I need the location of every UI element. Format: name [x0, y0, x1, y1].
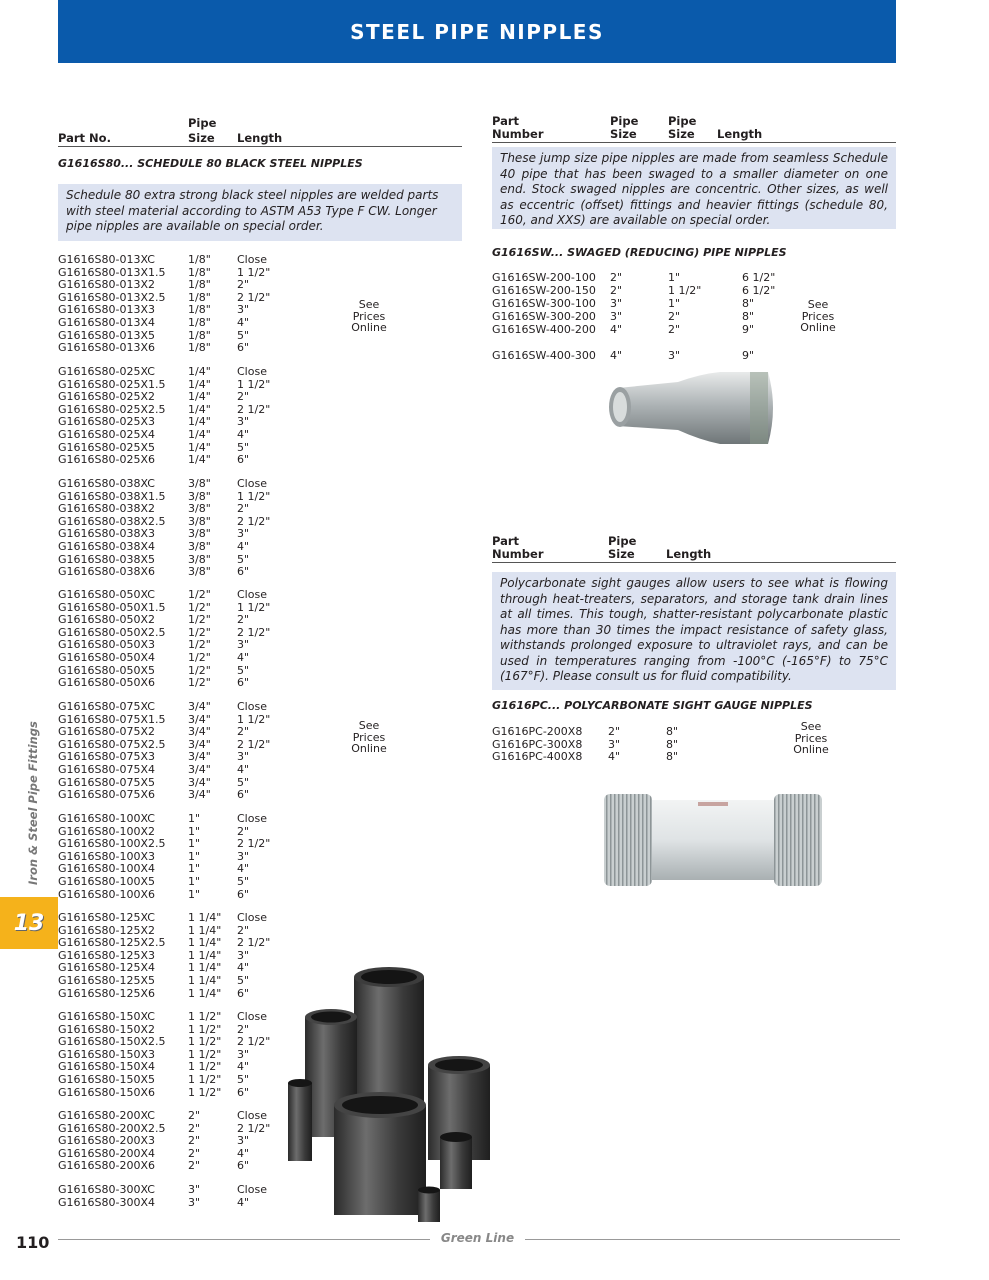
pipe-size: 3/4" [188, 712, 211, 726]
sw-header-size1: Size [610, 127, 637, 141]
pipe-size: 1/2" [188, 663, 211, 677]
length: 5" [237, 1073, 250, 1086]
part-number: G1616S80-200X6 [58, 1159, 155, 1173]
pipe-size: 2" [610, 271, 623, 284]
length: 2 1/2" [237, 1035, 271, 1049]
length: 5" [237, 875, 250, 888]
page-title: STEEL PIPE NIPPLES [350, 19, 604, 44]
length: 2 1/2" [237, 837, 271, 851]
pc-section-title: G1616PC... POLYCARBONATE SIGHT GAUGE NIPPLES [492, 699, 813, 712]
pipe-size: 1/4" [188, 377, 211, 391]
chapter-number: 13 [13, 910, 45, 936]
length: Close [237, 812, 267, 825]
length: 3" [237, 1047, 250, 1061]
pipe-size: 1/4" [188, 365, 211, 378]
part-number: G1616S80-038X2.5 [58, 514, 166, 528]
part-number: G1616S80-025XC [58, 365, 155, 378]
see-prices-line: Prices [352, 730, 386, 744]
length: Close [237, 700, 267, 713]
part-number: G1616S80-075X3 [58, 750, 155, 764]
pipe-size: 2" [188, 1146, 201, 1160]
length: 8" [666, 737, 679, 751]
pipe-size: 3/4" [188, 775, 211, 789]
pipe-size: 1/8" [188, 303, 211, 317]
header-rule [58, 146, 462, 147]
pc-header-length: Length [666, 547, 712, 561]
length: 6" [237, 565, 250, 579]
length: 2 1/2" [237, 290, 271, 304]
pipe-size: 3/8" [188, 514, 211, 528]
part-number: G1616S80-150X6 [58, 1085, 155, 1099]
length: 4" [237, 1060, 250, 1074]
sw-header-length: Length [717, 127, 763, 141]
length: 6 1/2" [742, 284, 776, 297]
pipe-size: 1/2" [188, 625, 211, 639]
pipe-size: 3/4" [188, 725, 211, 739]
length: 2 1/2" [237, 514, 271, 528]
length: 4" [237, 1146, 250, 1160]
pipe-size: 1 1/4" [188, 948, 222, 962]
part-number: G1616S80-013X4 [58, 316, 155, 329]
sw-header-rule [492, 142, 896, 143]
part-number: G1616S80-025X5 [58, 440, 155, 454]
part-number: G1616S80-200X3 [58, 1134, 155, 1148]
part-number: G1616S80-013X6 [58, 341, 155, 355]
part-number: G1616S80-025X4 [58, 428, 155, 441]
length: 4" [237, 651, 250, 664]
part-number: G1616S80-050X3 [58, 638, 155, 652]
part-number: G1616S80-125X6 [58, 986, 155, 1000]
part-number: G1616S80-100X3 [58, 849, 155, 863]
brand-logo: Green Line [430, 1231, 525, 1245]
page-banner [58, 0, 896, 63]
part-number: G1616S80-150X4 [58, 1060, 155, 1074]
length: 8" [742, 297, 755, 310]
part-number: G1616S80-038X4 [58, 540, 155, 553]
length: Close [237, 911, 267, 924]
part-number: G1616S80-125X5 [58, 974, 155, 987]
see-prices-line: Prices [801, 309, 835, 323]
part-number: G1616S80-150XC [58, 1010, 155, 1023]
pipe-size: 1" [188, 812, 201, 825]
pipe-size: 2" [608, 725, 621, 738]
length: 1 1/2" [237, 489, 271, 503]
length: 6" [237, 887, 250, 901]
part-number: G1616S80-125X3 [58, 948, 155, 962]
pipe-size: 1" [188, 862, 201, 876]
length: 6" [237, 788, 250, 802]
part-number: G1616PC-200X8 [492, 725, 583, 738]
pipe-size: 2" [188, 1159, 201, 1173]
pipe-size: 1 1/4" [188, 936, 222, 950]
sw-header-pipe2: Pipe [668, 114, 697, 128]
part-number: G1616S80-013X2.5 [58, 290, 166, 304]
pipe-size: 1 1/2" [188, 1022, 222, 1036]
length: 8" [666, 725, 679, 738]
pipe-size: 1" [188, 837, 201, 851]
length: 2 1/2" [237, 625, 271, 639]
pipe-size: 3/4" [188, 788, 211, 802]
part-number: G1616S80-125X4 [58, 961, 155, 975]
part-number: G1616S80-075X4 [58, 763, 155, 776]
part-number: G1616PC-300X8 [492, 737, 583, 751]
header-size: Size [188, 131, 215, 145]
sw-header-part: Part [492, 114, 520, 128]
length: Close [237, 1010, 267, 1023]
length: 5" [237, 552, 250, 566]
part-number: G1616S80-038X5 [58, 552, 155, 566]
pipe-size: 1 1/2" [188, 1035, 222, 1049]
length: 2" [237, 613, 250, 627]
length: 3" [237, 527, 250, 541]
length: 8" [666, 750, 679, 764]
see-prices-line: Online [351, 742, 387, 755]
pipe-size: 1 1/2" [668, 284, 702, 297]
part-number: G1616S80-050X2.5 [58, 625, 166, 639]
part-number: G1616S80-025X1.5 [58, 377, 166, 391]
part-number: G1616S80-100X4 [58, 862, 155, 876]
pipe-size: 1/4" [188, 440, 211, 454]
part-number: G1616S80-150X3 [58, 1047, 155, 1061]
length: 3" [237, 948, 250, 962]
pipe-size: 1/2" [188, 638, 211, 652]
pipe-size: 1 1/4" [188, 961, 222, 975]
part-number: G1616S80-150X5 [58, 1073, 155, 1086]
length: 3" [237, 303, 250, 317]
length: 5" [237, 775, 250, 789]
length: 6" [237, 1085, 250, 1099]
part-number: G1616S80-025X3 [58, 415, 155, 429]
part-number: G1616PC-400X8 [492, 750, 583, 764]
length: 4" [237, 428, 250, 441]
part-number: G1616S80-013XC [58, 253, 155, 266]
length: 6 1/2" [742, 271, 776, 284]
part-number: G1616SW-400-300 [492, 349, 596, 362]
length: 3" [237, 750, 250, 764]
pipe-size: 1/8" [188, 316, 211, 329]
pipe-size: 1 1/2" [188, 1085, 222, 1099]
pipe-size: 1/8" [188, 290, 211, 304]
length: 1 1/2" [237, 712, 271, 726]
pipe-size: 1/8" [188, 253, 211, 266]
part-number: G1616S80-075X2.5 [58, 737, 166, 751]
pipe-size: 1/2" [188, 651, 211, 664]
length: 2" [237, 923, 250, 937]
part-number: G1616S80-200X4 [58, 1146, 155, 1160]
pc-header-number: Number [492, 547, 544, 561]
part-number: G1616SW-300-100 [492, 297, 596, 310]
pipe-size: 1/8" [188, 341, 211, 355]
length: 6" [237, 1159, 250, 1173]
pipe-size: 1/8" [188, 278, 211, 292]
sw-section-title: G1616SW... SWAGED (REDUCING) PIPE NIPPLES [492, 246, 787, 259]
pipe-size: 1 1/4" [188, 974, 222, 987]
length: 1 1/2" [237, 265, 271, 279]
pipe-size: 3/8" [188, 552, 211, 566]
page-number: 110 [16, 1233, 50, 1252]
pipe-size: 3/4" [188, 763, 211, 776]
part-number: G1616S80-100X5 [58, 875, 155, 888]
length: 2 1/2" [237, 737, 271, 751]
length: 1 1/2" [237, 600, 271, 614]
length: 9" [742, 323, 755, 336]
pipe-size: 3" [188, 1195, 201, 1209]
part-number: G1616S80-075X1.5 [58, 712, 166, 726]
see-prices-note[interactable] [339, 299, 399, 334]
part-number: G1616S80-038XC [58, 477, 155, 490]
length: Close [237, 365, 267, 378]
length: Close [237, 477, 267, 490]
polycarbonate-nipple-image [598, 790, 828, 890]
length: 6" [237, 341, 250, 355]
length: 6" [237, 676, 250, 690]
length: 6" [237, 453, 250, 467]
pipe-size: 1 1/2" [188, 1010, 222, 1023]
pipe-size: 1" [668, 297, 681, 310]
pipe-size: 1/4" [188, 415, 211, 429]
pipe-size: 1" [668, 271, 681, 284]
part-number: G1616SW-300-200 [492, 310, 596, 323]
part-number: G1616S80-075X2 [58, 725, 155, 739]
pc-header-rule [492, 562, 896, 563]
part-number: G1616S80-038X1.5 [58, 489, 166, 503]
part-number: G1616S80-025X2.5 [58, 402, 166, 416]
pipe-size: 3" [608, 737, 621, 751]
part-number: G1616S80-025X6 [58, 453, 155, 467]
part-number: G1616S80-038X3 [58, 527, 155, 541]
part-number: G1616S80-050X5 [58, 663, 155, 677]
sw-header-size2: Size [668, 127, 695, 141]
length: Close [237, 588, 267, 601]
pipe-size: 2" [668, 323, 681, 336]
length: 9" [742, 349, 755, 362]
length: 4" [237, 763, 250, 776]
part-number: G1616S80-150X2 [58, 1022, 155, 1036]
part-number: G1616S80-050X6 [58, 676, 155, 690]
pipe-size: 3/4" [188, 700, 211, 713]
part-number: G1616S80-200XC [58, 1109, 155, 1122]
part-number: G1616SW-400-200 [492, 323, 596, 336]
length: 2" [237, 1022, 250, 1036]
length: 3" [237, 415, 250, 429]
length: 4" [237, 540, 250, 553]
s80-section-title: G1616S80... SCHEDULE 80 BLACK STEEL NIPPLES [58, 157, 363, 170]
chapter-tab[interactable] [0, 897, 58, 949]
pc-header-size: Size [608, 547, 635, 561]
sw-header-pipe1: Pipe [610, 114, 639, 128]
pipe-size: 1" [188, 824, 201, 838]
pipe-size: 4" [608, 750, 621, 764]
length: 3" [237, 1134, 250, 1148]
length: 1 1/2" [237, 377, 271, 391]
pipe-size: 2" [188, 1109, 201, 1122]
see-prices-line: Online [351, 321, 387, 334]
see-prices-line: Prices [794, 731, 828, 745]
part-number: G1616SW-200-100 [492, 271, 596, 284]
pipe-size: 1 1/2" [188, 1060, 222, 1074]
part-number: G1616S80-125XC [58, 911, 155, 924]
see-prices-note[interactable] [788, 299, 848, 334]
header-pipe: Pipe [188, 116, 217, 130]
header-part-no: Part No. [58, 131, 111, 145]
pipe-size: 1 1/4" [188, 923, 222, 937]
pipe-size: 4" [610, 349, 623, 362]
sw-header-number: Number [492, 127, 544, 141]
pipe-size: 2" [188, 1134, 201, 1148]
length: 2" [237, 390, 250, 404]
pipe-size: 3/8" [188, 502, 211, 516]
part-number: G1616S80-013X1.5 [58, 265, 166, 279]
part-number: G1616S80-050XC [58, 588, 155, 601]
part-number: G1616S80-075X6 [58, 788, 155, 802]
pipe-size: 1/2" [188, 613, 211, 627]
length: 3" [237, 849, 250, 863]
chapter-side-label: Iron & Steel Pipe Fittings [26, 721, 40, 885]
pipe-size: 2" [188, 1121, 201, 1135]
length: 5" [237, 663, 250, 677]
part-number: G1616S80-100X6 [58, 887, 155, 901]
header-length: Length [237, 131, 283, 145]
pipe-size: 3/8" [188, 565, 211, 579]
pipe-size: 3" [610, 310, 623, 323]
pipe-size: 3" [188, 1183, 201, 1196]
part-number: G1616S80-200X2.5 [58, 1121, 166, 1135]
see-prices-line: See [358, 298, 380, 311]
length: 4" [237, 961, 250, 975]
pipe-size: 1/2" [188, 588, 211, 601]
pipe-size: 4" [610, 323, 623, 336]
length: Close [237, 253, 267, 266]
part-number: G1616S80-075X5 [58, 775, 155, 789]
length: 2 1/2" [237, 936, 271, 950]
pipe-size: 3" [610, 297, 623, 310]
length: 6" [237, 986, 250, 1000]
see-prices-line: Online [793, 743, 829, 756]
pipe-size: 1/4" [188, 453, 211, 467]
length: 2" [237, 502, 250, 516]
see-prices-note[interactable] [781, 721, 841, 756]
s80-description: Schedule 80 extra strong black steel nipples are welded parts with steel material according to ASTM A53 Type F CW. Longer pipe nipples are available on special order. [58, 184, 462, 241]
length: 4" [237, 1195, 250, 1209]
length: 8" [742, 310, 755, 323]
length: Close [237, 1183, 267, 1196]
length: 3" [237, 638, 250, 652]
part-number: G1616S80-100X2.5 [58, 837, 166, 851]
pipe-size: 3/8" [188, 477, 211, 490]
pipe-size: 3/8" [188, 489, 211, 503]
part-number: G1616S80-300XC [58, 1183, 155, 1196]
part-number: G1616S80-050X4 [58, 651, 155, 664]
pipe-size: 1/2" [188, 676, 211, 690]
length: 5" [237, 440, 250, 454]
part-number: G1616S80-125X2.5 [58, 936, 166, 950]
part-number: G1616S80-125X2 [58, 923, 155, 937]
part-number: G1616S80-013X2 [58, 278, 155, 292]
see-prices-line: Online [800, 321, 836, 334]
part-number: G1616S80-300X4 [58, 1195, 155, 1209]
swaged-nipple-image [600, 368, 780, 448]
length: 2" [237, 725, 250, 739]
see-prices-line: See [358, 719, 380, 732]
pipe-size: 1 1/4" [188, 911, 222, 924]
length: Close [237, 1109, 267, 1122]
part-number: G1616S80-038X6 [58, 565, 155, 579]
part-number: G1616S80-075XC [58, 700, 155, 713]
length: 4" [237, 862, 250, 876]
pipe-size: 1/2" [188, 600, 211, 614]
pipe-size: 2" [668, 310, 681, 323]
pipe-size: 1" [188, 887, 201, 901]
length: 5" [237, 974, 250, 987]
pipe-size: 1/8" [188, 265, 211, 279]
part-number: G1616S80-100XC [58, 812, 155, 825]
pipe-size: 3/4" [188, 750, 211, 764]
pipe-size: 1" [188, 875, 201, 888]
see-prices-line: Prices [352, 309, 386, 323]
pipe-size: 1 1/2" [188, 1047, 222, 1061]
part-number: G1616S80-050X2 [58, 613, 155, 627]
part-number: G1616S80-038X2 [58, 502, 155, 516]
pipe-size: 2" [610, 284, 623, 297]
length: 2" [237, 824, 250, 838]
pipe-size: 1 1/2" [188, 1073, 222, 1086]
see-prices-line: See [807, 298, 829, 311]
pipe-size: 1/4" [188, 390, 211, 404]
pipe-size: 1" [188, 849, 201, 863]
part-number: G1616S80-013X5 [58, 328, 155, 342]
length: 2 1/2" [237, 1121, 271, 1135]
part-number: G1616S80-150X2.5 [58, 1035, 166, 1049]
part-number: G1616S80-025X2 [58, 390, 155, 404]
part-number: G1616S80-050X1.5 [58, 600, 166, 614]
pc-header-pipe: Pipe [608, 534, 637, 548]
length: 2" [237, 278, 250, 292]
pipe-size: 3/8" [188, 527, 211, 541]
pipe-size: 1/4" [188, 402, 211, 416]
sw-description: These jump size pipe nipples are made from seamless Schedule 40 pipe that has been swaged to a smaller diameter on one end. Stock swaged nipples are concentric. Other sizes, as well as eccentric (offset) fittings and heavier fittings (schedule 80, 160, and XXS) are available on special order. [492, 147, 896, 229]
see-prices-line: See [800, 720, 822, 733]
pipe-size: 3/4" [188, 737, 211, 751]
black-steel-nipples-image [280, 965, 490, 1230]
pc-description: Polycarbonate sight gauges allow users to see what is flowing through heat-treaters, separators, and storage tank drain lines at all times. This tough, shatter-resistant polycarbonate plastic has more than 30 times the impact resistance of safety glass, withstands prolonged exposure to ultraviolet rays, and can be used in temperatures ranging from -100°C (-165°F) to 75°C (167°F). Please consult us for fluid compatibility. [492, 572, 896, 690]
pipe-size: 1 1/4" [188, 986, 222, 1000]
pipe-size: 1/8" [188, 328, 211, 342]
length: 5" [237, 328, 250, 342]
length: 2 1/2" [237, 402, 271, 416]
part-number: G1616S80-013X3 [58, 303, 155, 317]
pc-header-part: Part [492, 534, 520, 548]
see-prices-note[interactable] [339, 720, 399, 755]
part-number: G1616SW-200-150 [492, 284, 596, 297]
part-number: G1616S80-100X2 [58, 824, 155, 838]
pipe-size: 3" [668, 349, 681, 362]
pipe-size: 1/4" [188, 428, 211, 441]
length: 4" [237, 316, 250, 329]
pipe-size: 3/8" [188, 540, 211, 553]
